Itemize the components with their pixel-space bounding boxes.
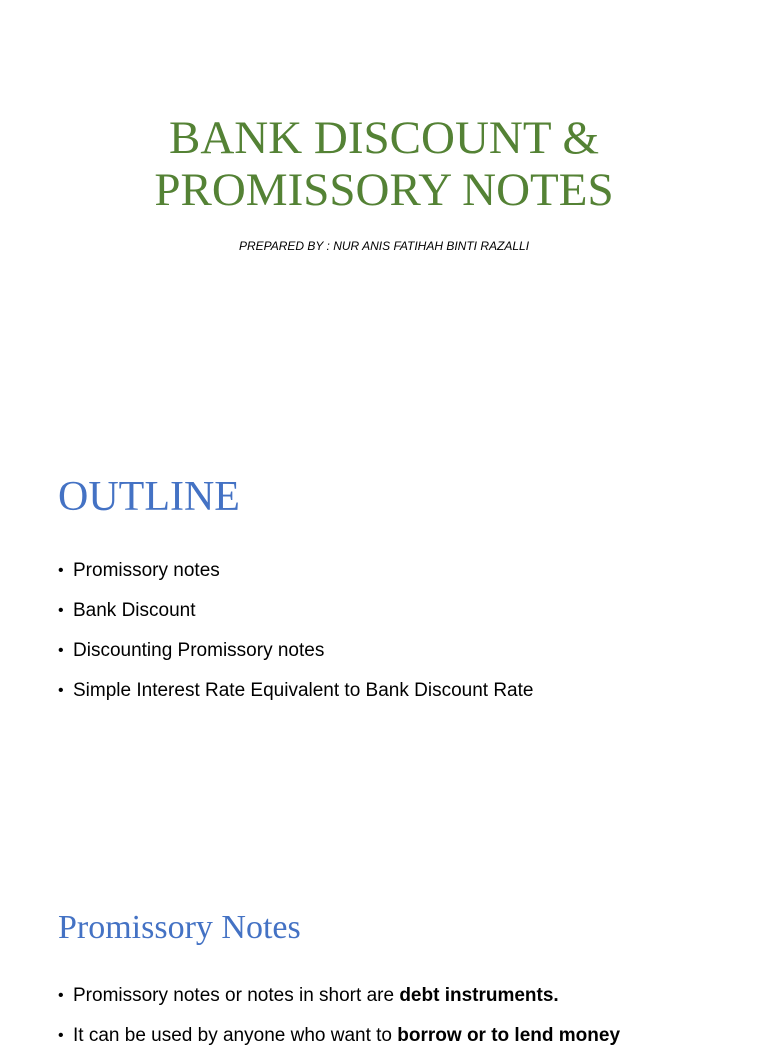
promissory-notes-list	[58, 984, 620, 1064]
list-item-text: Discounting Promissory notes	[73, 640, 325, 661]
list-item-text: Promissory notes or notes in short are	[73, 985, 400, 1006]
title-line-2: PROMISSORY NOTES	[154, 164, 614, 216]
list-item	[58, 984, 620, 1024]
outline-list	[58, 559, 533, 719]
list-item-text: It can be used by anyone who want to	[73, 1025, 398, 1046]
outline-heading: OUTLINE	[58, 474, 240, 520]
list-item	[58, 679, 533, 719]
bullet-dot-icon: •	[58, 1027, 64, 1044]
list-item-bold-text: debt instruments.	[399, 985, 559, 1006]
promissory-notes-heading: Promissory Notes	[58, 909, 301, 946]
bullet-dot-icon: •	[58, 562, 64, 579]
list-item-text: Bank Discount	[73, 600, 196, 621]
title-slide	[0, 0, 768, 432]
list-item	[58, 559, 533, 599]
list-item	[58, 1024, 620, 1064]
bullet-dot-icon: •	[58, 682, 64, 699]
presenter-subtitle: PREPARED BY : NUR ANIS FATIHAH BINTI RAZALLI	[238, 239, 530, 253]
promissory-notes-slide	[0, 864, 768, 1046]
presentation-title	[0, 112, 768, 216]
bullet-dot-icon: •	[58, 602, 64, 619]
bullet-dot-icon: •	[58, 987, 64, 1004]
list-item	[58, 599, 533, 639]
outline-slide	[0, 432, 768, 864]
list-item-text: Promissory notes	[73, 560, 220, 581]
list-item	[58, 639, 533, 679]
list-item-text: Simple Interest Rate Equivalent to Bank Discount Rate	[73, 680, 534, 701]
title-line-1: BANK DISCOUNT &	[169, 112, 599, 164]
list-item-bold-text: borrow or to lend money	[397, 1025, 621, 1046]
bullet-dot-icon: •	[58, 642, 64, 659]
